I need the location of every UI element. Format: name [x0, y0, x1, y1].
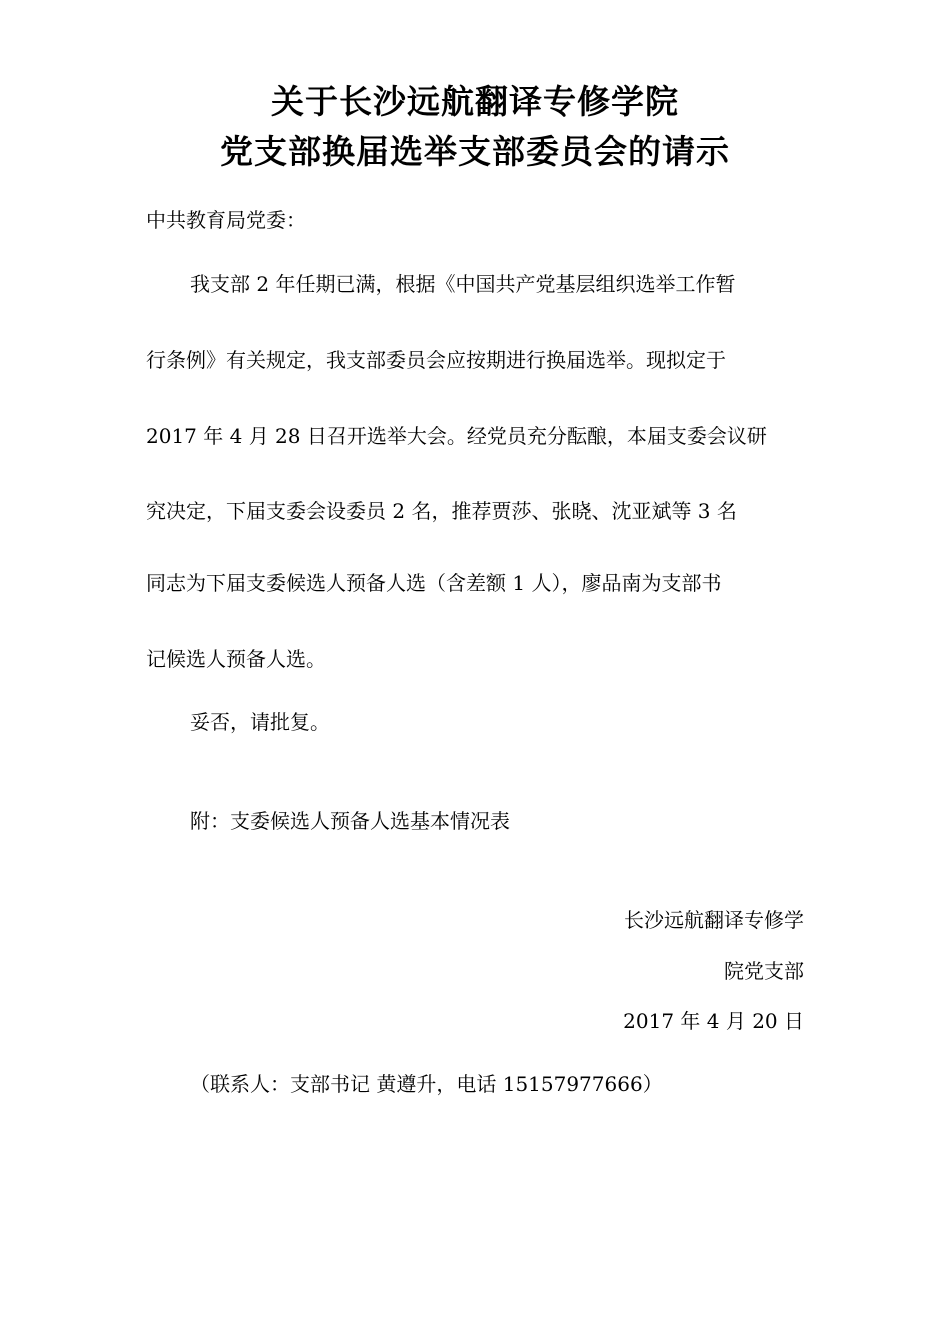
- body-line-6: 记候选人预备人选。: [146, 647, 326, 671]
- body-line-5: 同志为下届支委候选人预备人选（含差额 1 人），廖品南为支部书: [146, 571, 722, 595]
- signature-org-line-1: 长沙远航翻译专修学: [624, 908, 804, 932]
- closing-request: 妥否，请批复。: [190, 710, 330, 734]
- salutation: 中共教育局党委：: [146, 208, 306, 232]
- body-line-3: 2017 年 4 月 28 日召开选举大会。经党员充分酝酿，本届支委会议研: [146, 424, 767, 448]
- attachment-note: 附：支委候选人预备人选基本情况表: [190, 809, 510, 833]
- body-line-4: 究决定，下届支委会设委员 2 名，推荐贾莎、张晓、沈亚斌等 3 名: [146, 499, 737, 523]
- document-title-line-2: 党支部换届选举支部委员会的请示: [220, 132, 730, 171]
- signature-date: 2017 年 4 月 20 日: [623, 1009, 804, 1033]
- document-title-line-1: 关于长沙远航翻译专修学院: [271, 82, 679, 121]
- body-line-2: 行条例》有关规定，我支部委员会应按期进行换届选举。现拟定于: [146, 348, 726, 372]
- contact-info: （联系人：支部书记 黄遵升，电话 15157977666）: [190, 1072, 663, 1096]
- body-line-1: 我支部 2 年任期已满，根据《中国共产党基层组织选举工作暂: [190, 272, 736, 296]
- signature-org-line-2: 院党支部: [724, 959, 804, 983]
